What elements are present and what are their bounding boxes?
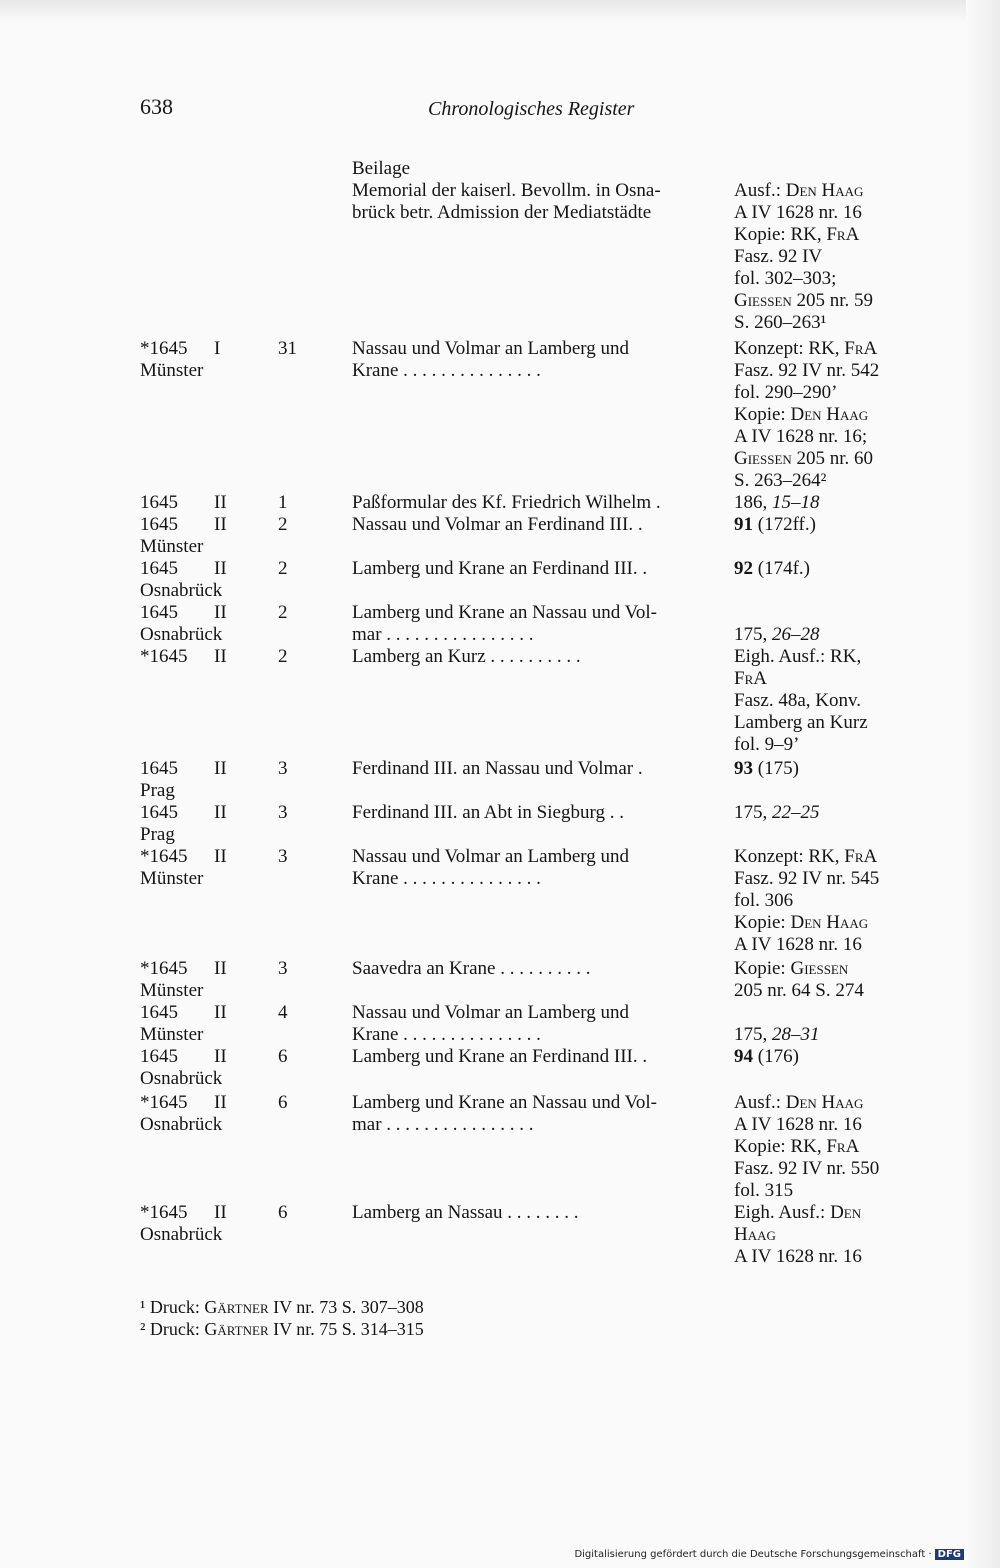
doc-line: Lamberg an Kurz . . . . . . . . . . <box>352 646 581 667</box>
entry-date: *1645 II 3 <box>140 958 288 979</box>
source-line: Kopie: RK, FrA <box>734 1136 860 1157</box>
entry-place: Münster <box>140 360 204 381</box>
entry-date: 1645 II 2 <box>140 602 288 623</box>
source-line: Fasz. 48a, Konv. <box>734 690 861 711</box>
page-number: 638 <box>140 94 173 119</box>
source-line: Eigh. Ausf.: Den <box>734 1202 862 1223</box>
source-line: fol. 306 <box>734 890 794 911</box>
source-line: Konzept: RK, FrA <box>734 338 878 359</box>
source-line: FrA <box>734 668 767 689</box>
footnote-2: ² Druck: Gärtner IV nr. 75 S. 314–315 <box>140 1319 424 1339</box>
source-line: A IV 1628 nr. 16 <box>734 1246 862 1267</box>
source-line: 175, 26–28 <box>734 624 820 645</box>
scan-edge-top <box>0 0 1000 22</box>
entry-date: 1645 II 4 <box>140 1002 288 1023</box>
footnote-1: ¹ Druck: Gärtner IV nr. 73 S. 307–308 <box>140 1297 424 1317</box>
source-line: Konzept: RK, FrA <box>734 846 878 867</box>
doc-line: Krane . . . . . . . . . . . . . . . <box>352 1024 541 1045</box>
doc-line: Nassau und Volmar an Lamberg und <box>352 846 630 867</box>
doc-line: Krane . . . . . . . . . . . . . . . <box>352 868 541 889</box>
source-line: fol. 9–9’ <box>734 734 800 755</box>
doc-line: Lamberg und Krane an Ferdinand III. . <box>352 558 648 579</box>
source-line: Fasz. 92 IV nr. 542 <box>734 360 880 381</box>
source-line: 93 (175) <box>734 758 799 779</box>
source-line: Fasz. 92 IV nr. 545 <box>734 868 880 889</box>
digitization-footer <box>574 1549 964 1560</box>
entry-place: Prag <box>140 780 175 801</box>
source-line: S. 263–264² <box>734 470 827 491</box>
entry-date: *1645 II 6 <box>140 1202 288 1223</box>
entry-place: Osnabrück <box>140 1224 223 1245</box>
source-line: A IV 1628 nr. 16 <box>734 1114 862 1135</box>
source-line: 92 (174f.) <box>734 558 810 579</box>
entry-date: 1645 II 3 <box>140 802 288 823</box>
source-line: Kopie: Den Haag <box>734 912 869 933</box>
doc-line: Krane . . . . . . . . . . . . . . . <box>352 360 541 381</box>
source-line: fol. 315 <box>734 1180 794 1201</box>
source-line: fol. 290–290’ <box>734 382 838 403</box>
entry-place: Münster <box>140 536 204 557</box>
source-line: Haag <box>734 1224 776 1245</box>
doc-line: Lamberg und Krane an Ferdinand III. . <box>352 1046 648 1067</box>
doc-line: Saavedra an Krane . . . . . . . . . . <box>352 958 591 979</box>
source-line: Kopie: Giessen <box>734 958 849 979</box>
entry-place: Osnabrück <box>140 1114 223 1135</box>
footer-text: Digitalisierung gefördert durch die Deutsche Forschungsgemeinschaft · <box>574 1549 932 1560</box>
source-line: Fasz. 92 IV nr. 550 <box>734 1158 880 1179</box>
doc-line: brück betr. Admission der Mediatstädte <box>352 202 652 223</box>
source-line: Lamberg an Kurz <box>734 712 868 733</box>
doc-line: Paßformular des Kf. Friedrich Wilhelm . <box>352 492 661 513</box>
source-line: S. 260–263¹ <box>734 312 827 333</box>
source-line: 94 (176) <box>734 1046 799 1067</box>
entry-place: Münster <box>140 980 204 1001</box>
source-line: A IV 1628 nr. 16; <box>734 426 868 447</box>
dfg-logo: DFG <box>935 1549 964 1560</box>
source-line: fol. 302–303; <box>734 268 837 289</box>
entry-date: *1645 I 31 <box>140 338 297 359</box>
source-line: Giessen 205 nr. 59 <box>734 290 874 311</box>
doc-line: Ferdinand III. an Nassau und Volmar . <box>352 758 643 779</box>
entry-place: Osnabrück <box>140 624 223 645</box>
doc-line: Lamberg und Krane an Nassau und Vol- <box>352 1092 657 1113</box>
entry-date: *1645 II 6 <box>140 1092 288 1113</box>
source-line: Eigh. Ausf.: RK, <box>734 646 862 667</box>
doc-line: Nassau und Volmar an Lamberg und <box>352 1002 630 1023</box>
entry-place: Osnabrück <box>140 580 223 601</box>
entry-place: Münster <box>140 868 204 889</box>
doc-line: Lamberg an Nassau . . . . . . . . <box>352 1202 579 1223</box>
entry-date: *1645 II 2 <box>140 646 288 667</box>
doc-line: Beilage <box>352 158 411 179</box>
source-line: 91 (172ff.) <box>734 514 816 535</box>
entry-place: Münster <box>140 1024 204 1045</box>
source-line: 175, 22–25 <box>734 802 820 823</box>
source-line: A IV 1628 nr. 16 <box>734 934 862 955</box>
source-line: 186, 15–18 <box>734 492 820 513</box>
entry-date: 1645 II 2 <box>140 558 288 579</box>
doc-line: Nassau und Volmar an Ferdinand III. . <box>352 514 643 535</box>
doc-line: Nassau und Volmar an Lamberg und <box>352 338 630 359</box>
entry-date: *1645 II 3 <box>140 846 288 867</box>
source-line: Fasz. 92 IV <box>734 246 823 267</box>
entry-date: 1645 II 2 <box>140 514 288 535</box>
source-line: Giessen 205 nr. 60 <box>734 448 874 469</box>
source-line: Kopie: Den Haag <box>734 404 869 425</box>
running-head: Chronologisches Register <box>428 98 635 120</box>
doc-line: mar . . . . . . . . . . . . . . . . <box>352 1114 534 1135</box>
source-line: 175, 28–31 <box>734 1024 820 1045</box>
source-line: Kopie: RK, FrA <box>734 224 860 245</box>
entry-date: 1645 II 3 <box>140 758 288 779</box>
doc-line: Lamberg und Krane an Nassau und Vol- <box>352 602 657 623</box>
doc-line: mar . . . . . . . . . . . . . . . . <box>352 624 534 645</box>
source-line: A IV 1628 nr. 16 <box>734 202 862 223</box>
doc-line: Ferdinand III. an Abt in Siegburg . . <box>352 802 624 823</box>
source-line: Ausf.: Den Haag <box>734 180 864 201</box>
entry-date: 1645 II 6 <box>140 1046 288 1067</box>
scan-edge-right <box>966 0 1000 1568</box>
source-line: 205 nr. 64 S. 274 <box>734 980 864 1001</box>
entry-place: Prag <box>140 824 175 845</box>
entry-date: 1645 II 1 <box>140 492 288 513</box>
entry-place: Osnabrück <box>140 1068 223 1089</box>
doc-line: Memorial der kaiserl. Bevollm. in Osna- <box>352 180 661 201</box>
source-line: Ausf.: Den Haag <box>734 1092 864 1113</box>
footnotes <box>140 1296 424 1340</box>
